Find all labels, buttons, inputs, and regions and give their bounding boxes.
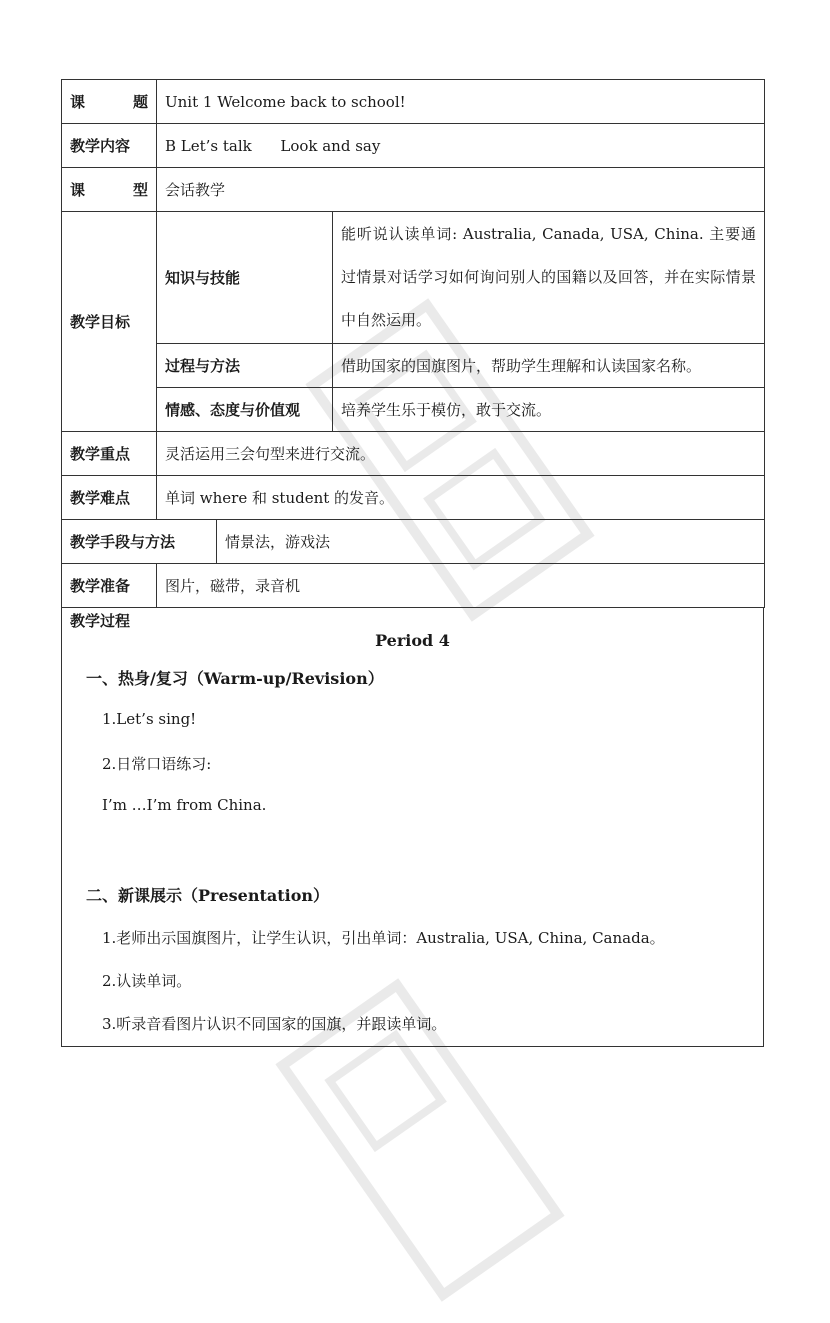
objective-label-attitude: 情感、态度与价值观 [157, 388, 333, 432]
section-presentation-heading: 二、新课展示（Presentation） [86, 886, 329, 905]
means-row [62, 520, 765, 564]
presentation-item-2: 2.认读单词。 [102, 972, 192, 990]
process-title: 教学过程 [70, 612, 131, 630]
prep-row [62, 564, 765, 608]
presentation-item-1: 1.老师出示国旗图片，让学生认识，引出单词：Australia, USA, China, Canada。 [102, 929, 665, 947]
lesson-plan [61, 79, 764, 1047]
section-warmup-heading: 一、热身/复习（Warm-up/Revision） [86, 669, 384, 688]
difficulty-value: 单词 where 和 student 的发音。 [157, 476, 765, 520]
topic-value: Unit 1 Welcome back to school! [157, 80, 765, 124]
lesson-plan-table [61, 79, 765, 608]
objective-text-process: 借助国家的国旗图片，帮助学生理解和认读国家名称。 [333, 344, 765, 388]
type-value: 会话教学 [157, 168, 765, 212]
difficulty-label: 教学难点 [62, 476, 157, 520]
type-label: 课 型 [62, 168, 157, 212]
difficulty-row [62, 476, 765, 520]
objective-label-knowledge: 知识与技能 [157, 212, 333, 344]
period-heading: Period 4 [375, 631, 450, 650]
topic-label: 课 题 [62, 80, 157, 124]
objective-label-process: 过程与方法 [157, 344, 333, 388]
key-row [62, 432, 765, 476]
type-row [62, 168, 765, 212]
key-value: 灵活运用三会句型来进行交流。 [157, 432, 765, 476]
teaching-process [61, 608, 764, 1047]
objectives-label: 教学目标 [62, 212, 157, 432]
key-label: 教学重点 [62, 432, 157, 476]
warmup-item-3: I’m …I’m from China. [102, 796, 267, 814]
objective-row-attitude [62, 388, 765, 432]
objective-row-process [62, 344, 765, 388]
means-value: 情景法，游戏法 [217, 520, 765, 564]
content-row [62, 124, 765, 168]
means-label: 教学手段与方法 [62, 520, 217, 564]
prep-value: 图片，磁带，录音机 [157, 564, 765, 608]
prep-label: 教学准备 [62, 564, 157, 608]
objective-text-attitude: 培养学生乐于模仿，敢于交流。 [333, 388, 765, 432]
presentation-item-3: 3.听录音看图片认识不同国家的国旗，并跟读单词。 [102, 1015, 447, 1033]
topic-row [62, 80, 765, 124]
warmup-item-2: 2.日常口语练习: [102, 755, 212, 773]
content-label: 教学内容 [62, 124, 157, 168]
objective-text-knowledge: 能听说认读单词: Australia, Canada, USA, China. 主要通过情景对话学习如何询问别人的国籍以及回答，并在实际情景中自然运用。 [333, 212, 765, 344]
objective-row-knowledge [62, 212, 765, 344]
warmup-item-1: 1.Let’s sing! [102, 710, 197, 728]
content-value: B Let’s talk Look and say [157, 124, 765, 168]
